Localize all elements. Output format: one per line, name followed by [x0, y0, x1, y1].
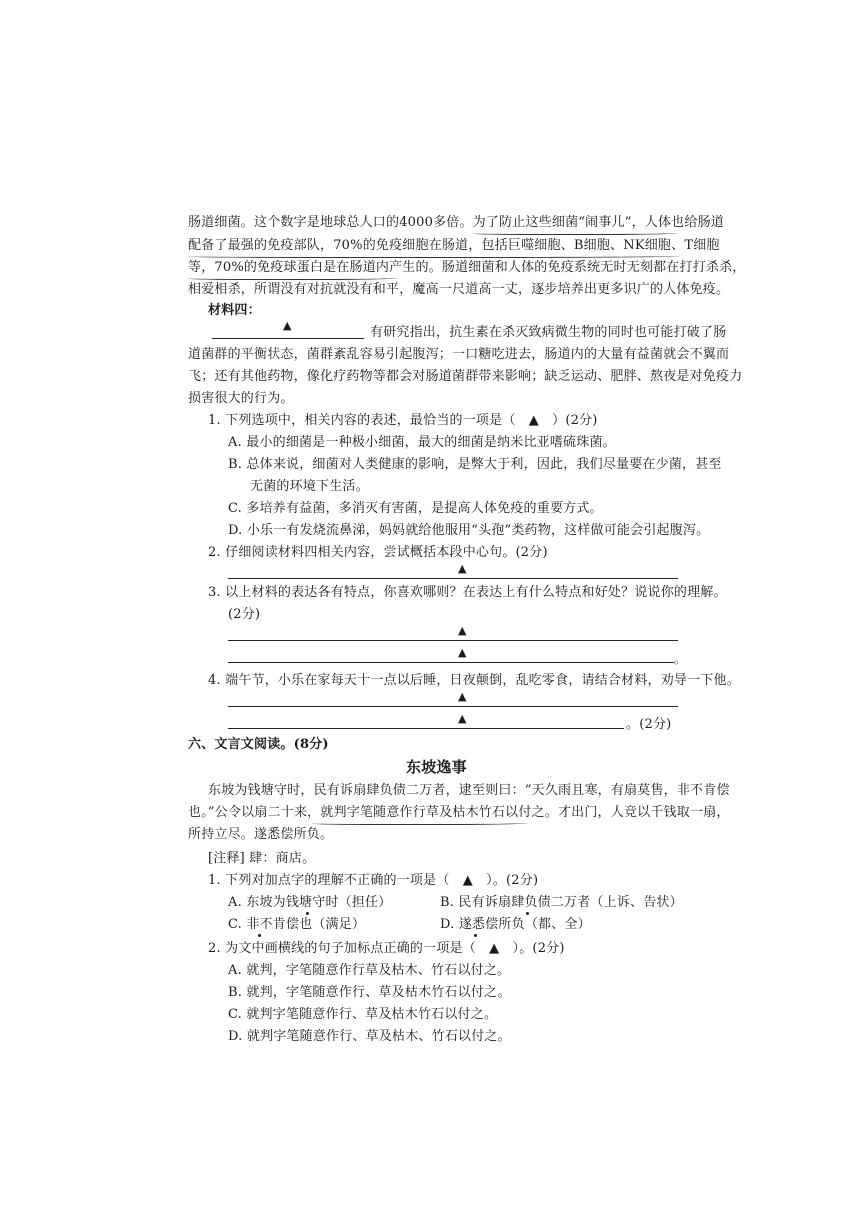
answer-triangle-mark: ▲ — [458, 712, 467, 725]
passage-line: 东坡为钱塘守时，民有诉扇肆负债二万者，逮至则曰：“天久雨且寒，有扇莫售，非不肯偿 — [208, 783, 730, 798]
passage-title: 东坡逸事 — [406, 758, 467, 776]
option-b-cont: 无菌的环境下生活。 — [250, 479, 369, 494]
handwritten-underline — [472, 230, 678, 235]
text-line: 等，70%的免疫球蛋白是在肠道内产生的。肠道细菌和人体的免疫系统无时无刻都在打打杀杀， — [188, 260, 746, 275]
option-b: B. 民有诉扇肆负债二万者（上诉、告状） — [440, 895, 683, 910]
option-a: A. 最小的细菌是一种极小细菌，最大的细菌是纳米比亚嗜硫珠菌。 — [228, 435, 616, 450]
answer-line — [228, 640, 678, 641]
option-c: C. 就判字笔随意作行、草及枯木竹石以付之。 — [228, 1007, 498, 1022]
answer-triangle-mark: ▲ — [458, 624, 467, 637]
handwritten-underline — [188, 253, 680, 258]
text-line: 飞；还有其他药物，像化疗药物等都会对肠道菌群带来影响；缺乏运动、肥胖、熬夜是对免疫力 — [188, 369, 743, 384]
answer-triangle-mark: ▲ — [283, 319, 292, 332]
question-2: 2. 为文中画横线的句子加标点正确的一项是（ ▲ ）。(2分) — [208, 941, 565, 956]
answer-line — [228, 578, 678, 579]
text-line: 配备了最强的免疫部队，70%的免疫细胞在肠道，包括巨噬细胞、B细胞、NK细胞、T细胞 — [188, 238, 720, 253]
passage-underline — [312, 820, 528, 825]
answer-line — [228, 706, 678, 707]
option-c: C. 多培养有益菌，多消灭有害菌，是提高人体免疫的重要方式。 — [228, 501, 603, 516]
option-d: D. 就判字笔随意作行、草及枯木、竹石以付之。 — [228, 1029, 511, 1044]
answer-triangle-mark: ▲ — [458, 646, 467, 659]
handwritten-underline — [188, 275, 398, 280]
answer-period: 。 — [674, 652, 687, 666]
emphasis-dot — [258, 934, 261, 937]
text-line: 肠道细菌。这个数字是地球总人口的4000多倍。为了防止这些细菌“闹事儿”，人体也给肠道 — [188, 215, 724, 230]
text-line: 道菌群的平衡状态，菌群紊乱容易引起腹泻；一口糖吃进去，肠道内的大量有益菌就会不翼而 — [188, 347, 730, 362]
option-d: D. 小乐一有发烧流鼻涕，妈妈就给他服用“头孢”类药物，这样做可能会引起腹泻。 — [228, 523, 710, 538]
question-4: 4. 端午节，小乐在家每天十一点以后睡，日夜颠倒，乱吃零食，请结合材料，劝导一下他。 — [208, 673, 740, 688]
emphasis-dot — [306, 912, 309, 915]
question-3: 3. 以上材料的表达各有特点，你喜欢哪则？在表达上有什么特点和好处？说说你的理解。 — [208, 585, 727, 600]
option-b: B. 就判，字笔随意作行、草及枯木竹石以付之。 — [228, 985, 511, 1000]
option-a: A. 就判，字笔随意作行草及枯木、竹石以付之。 — [228, 963, 511, 978]
answer-line — [228, 662, 674, 663]
answer-triangle-mark: ▲ — [458, 690, 467, 703]
question-1: 1. 下列对加点字的理解不正确的一项是（ ▲ ）。(2分) — [208, 873, 539, 888]
answer-triangle-mark: ▲ — [458, 562, 467, 575]
text-line: 相爱相杀，所谓没有对抗就没有和平，魔高一尺道高一丈，逐步培养出更多识广的人体免疫。 — [188, 282, 730, 297]
question-1: 1. 下列选项中，相关内容的表述，最恰当的一项是（ ▲ ）(2分) — [208, 413, 598, 428]
material-four-heading: 材料四： — [208, 303, 261, 318]
text-line: 损害很大的行为。 — [188, 391, 294, 406]
option-d: D. 遂悉偿所负（都、全） — [440, 917, 591, 932]
text-line: 有研究指出，抗生素在杀灭致病微生物的同时也可能打破了肠 — [370, 325, 727, 340]
option-c: C. 非不肯偿也（满足） — [228, 917, 366, 932]
question-3-points: (2分) — [228, 607, 261, 622]
section-heading: 六、文言文阅读。(8分) — [188, 737, 329, 752]
passage-line: 所持立尽。遂悉偿所负。 — [188, 827, 334, 842]
option-b: B. 总体来说，细菌对人类健康的影响，是弊大于利，因此，我们尽量要在少菌，甚至 — [228, 457, 722, 472]
question-2: 2. 仔细阅读材料四相关内容，尝试概括本段中心句。(2分) — [208, 545, 548, 560]
emphasis-dot — [474, 934, 477, 937]
answer-points: 。(2分) — [626, 717, 672, 732]
passage-line: 也。”公令以扇二十来，就判字笔随意作行草及枯木竹石以付之。才出门，人竞以千钱取一扇， — [188, 805, 730, 820]
emphasis-dot — [526, 912, 529, 915]
option-a: A. 东坡为钱塘守时（担任） — [228, 895, 392, 910]
answer-blank-line — [212, 338, 364, 339]
annotation: [注释] 肆：商店。 — [208, 851, 316, 866]
answer-line — [228, 728, 624, 729]
